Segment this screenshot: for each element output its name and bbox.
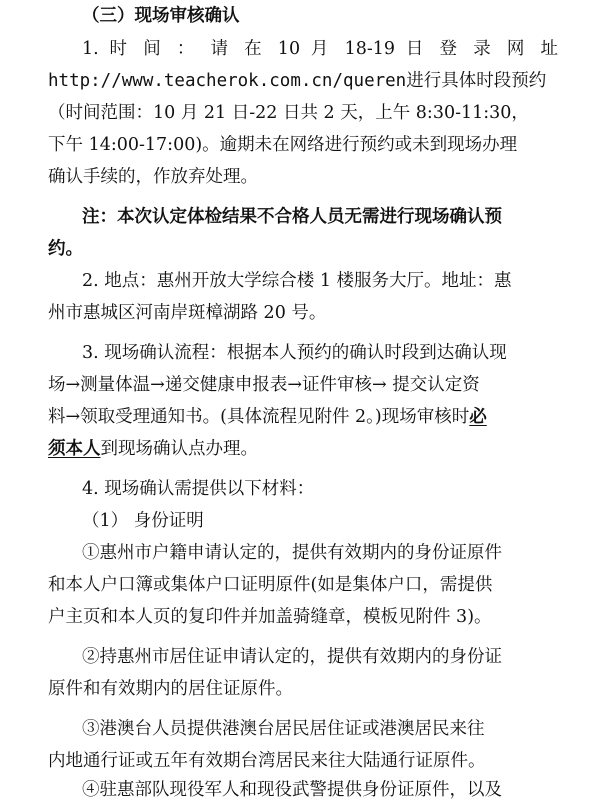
note-line2: 约。 [48,239,83,259]
item3-line2: 场→测量体温→递交健康申报表→证件审核→ 提交认定资 [48,375,480,395]
item3-line4-text: 到现场确认点办理。 [100,439,258,459]
item1-line2-tail: 进行具体时段预约 [406,71,547,91]
item1-line5: 确认手续的，作放弃处理。 [48,167,258,187]
item2-line2: 州市惠城区河南岸斑樟湖路 20 号。 [48,303,327,323]
item1-line3: （时间范围：10 月 21 日-22 日共 2 天，上午 8:30-11:30， [48,103,529,123]
item3-line4 [48,437,558,461]
emphasis-in-person: 须本人 [48,439,101,459]
emphasis-must: 必 [469,407,487,427]
item1-line2 [48,69,558,93]
item3-line3 [48,405,558,429]
item1-line4: 下午 14:00-17:00)。逾期未在网络进行预约或未到现场办理 [48,135,518,155]
p1-line2: 和本人户口簿或集体户口证明原件(如是集体户口，需提供 [48,575,493,595]
p3-line2: 内地通行证或五年有效期台湾居民来往大陆通行证原件。 [48,751,486,771]
item3-line1: 3. 现场确认流程：根据本人预约的确认时段到达确认现 [82,343,507,363]
note-line1: 注：本次认定体检结果不合格人员无需进行现场确认预 [82,207,502,227]
p1-line1: ①惠州市户籍申请认定的，提供有效期内的身份证原件 [82,543,502,563]
item1-line1: 1. 时 间 ： 请 在 10 月 18-19 日 登 录 网 址 [82,39,558,59]
p3-line1: ③港澳台人员提供港澳台居民居住证或港澳居民来往 [82,719,485,739]
item4-line1: 4. 现场确认需提供以下材料： [82,479,315,499]
p2-line1: ②持惠州市居住证申请认定的，提供有效期内的身份证 [82,647,502,667]
section-title: （三）现场审核确认 [82,6,240,26]
p1-line3: 户主页和本人页的复印件并加盖骑缝章，模板见附件 3)。 [48,607,492,627]
item3-line3-text: 料→领取受理通知书。(具体流程见附件 2。)现场审核时 [48,407,470,427]
item2-line1: 2. 地点：惠州开放大学综合楼 1 楼服务大厅。地址：惠 [82,271,512,291]
item4-sub1: （1） 身份证明 [82,511,204,531]
url-link[interactable]: http://www.teacherok.com.cn/queren [48,71,407,91]
p4-line1: ④驻惠部队现役军人和现役武警提供身份证原件，以及 [82,780,502,800]
p2-line2: 原件和有效期内的居住证原件。 [48,679,293,699]
